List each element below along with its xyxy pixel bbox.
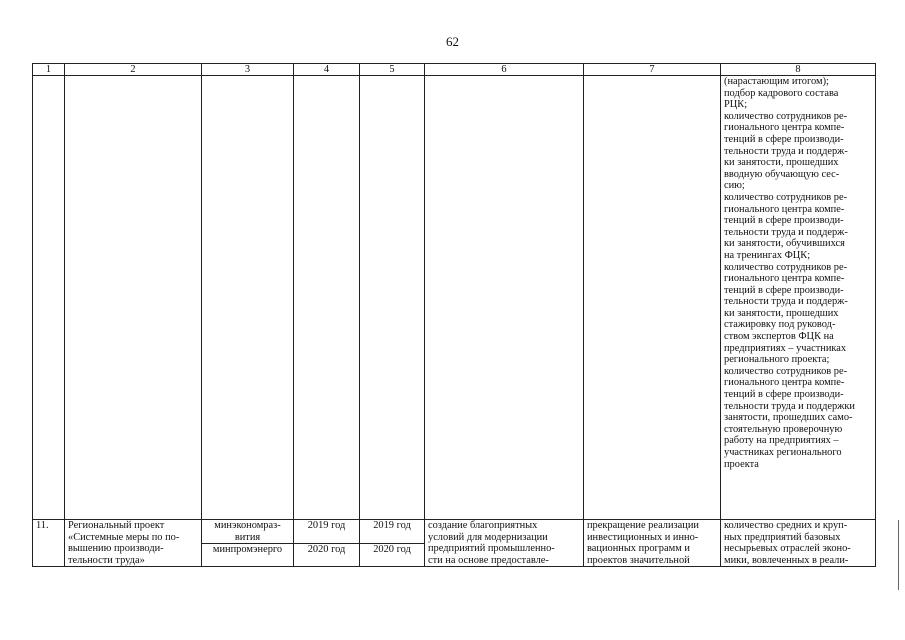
header-cell-5: 5	[360, 64, 425, 76]
row-11-start-date-1: 2019 год	[294, 520, 359, 544]
header-cell-1: 1	[33, 64, 65, 76]
row-11-consequences: прекращение реализации инвестиционных и инно- вационных программ и проектов значительной	[584, 520, 721, 567]
continued-indicators-text: (нарастающим итогом); подбор кадрового состава РЦК; количество сотрудников ре- гионального центра компе- тенций в сфере производи- тельности труда и поддерж- ки занятости, прошедших вводную обучающую сес- сию; количество сотрудников ре- гионального центра компе- тенций в сфере производи- тельности труда и поддерж- ки занятости, обучившихся на тренингах ФЦК; количество сотрудников ре- гионального центра компе- тенций в сфере производи- тельности труда и поддерж- ки занятости, прошедших стажировку под руковод- ством экспертов ФЦК на предприятиях – участниках регионального проекта; количество сотрудников ре- гионального центра компе- тенций в сфере производи- тельности труда и поддержки занятости, прошедших само- стоятельную проверочную работу на предприятиях – участниках регионального проекта	[721, 76, 876, 520]
continued-cell-4	[294, 76, 360, 520]
continued-cell-2	[65, 76, 202, 520]
row-11	[33, 520, 876, 567]
page-number: 62	[446, 34, 459, 49]
row-11-executor-1: минэкономраз- вития	[202, 520, 293, 544]
row-11-number: 11.	[33, 520, 65, 567]
row-11-executor-2: минпромэнерго	[212, 544, 283, 556]
header-row	[33, 64, 876, 76]
continued-cell-6	[425, 76, 584, 520]
header-cell-8: 8	[721, 64, 876, 76]
row-11-start-date-2: 2020 год	[307, 544, 346, 555]
continued-cell-7	[584, 76, 721, 520]
continued-cell-1	[33, 76, 65, 520]
row-11-end-dates	[360, 520, 425, 567]
scan-edge-line	[898, 520, 899, 590]
header-cell-3: 3	[202, 64, 294, 76]
continued-cell-5	[360, 76, 425, 520]
continued-row	[33, 76, 876, 520]
header-cell-7: 7	[584, 64, 721, 76]
row-11-expected-result: создание благоприятных условий для модернизации предприятий промышленно- сти на основе предоставле-	[425, 520, 584, 567]
row-11-end-date-2: 2020 год	[373, 544, 411, 555]
row-11-executors	[202, 520, 294, 567]
header-cell-6: 6	[425, 64, 584, 76]
document-table	[32, 63, 876, 567]
row-11-indicators: количество средних и круп- ных предприятий базовых несырьевых отраслей эконо- мики, вовлеченных в реали-	[721, 520, 876, 567]
continued-cell-3	[202, 76, 294, 520]
header-cell-4: 4	[294, 64, 360, 76]
row-11-end-date-1: 2019 год	[360, 520, 424, 544]
row-11-project-name: Региональный проект «Системные меры по по- вышению производи- тельности труда»	[65, 520, 202, 567]
header-cell-2: 2	[65, 64, 202, 76]
row-11-start-dates	[294, 520, 360, 567]
